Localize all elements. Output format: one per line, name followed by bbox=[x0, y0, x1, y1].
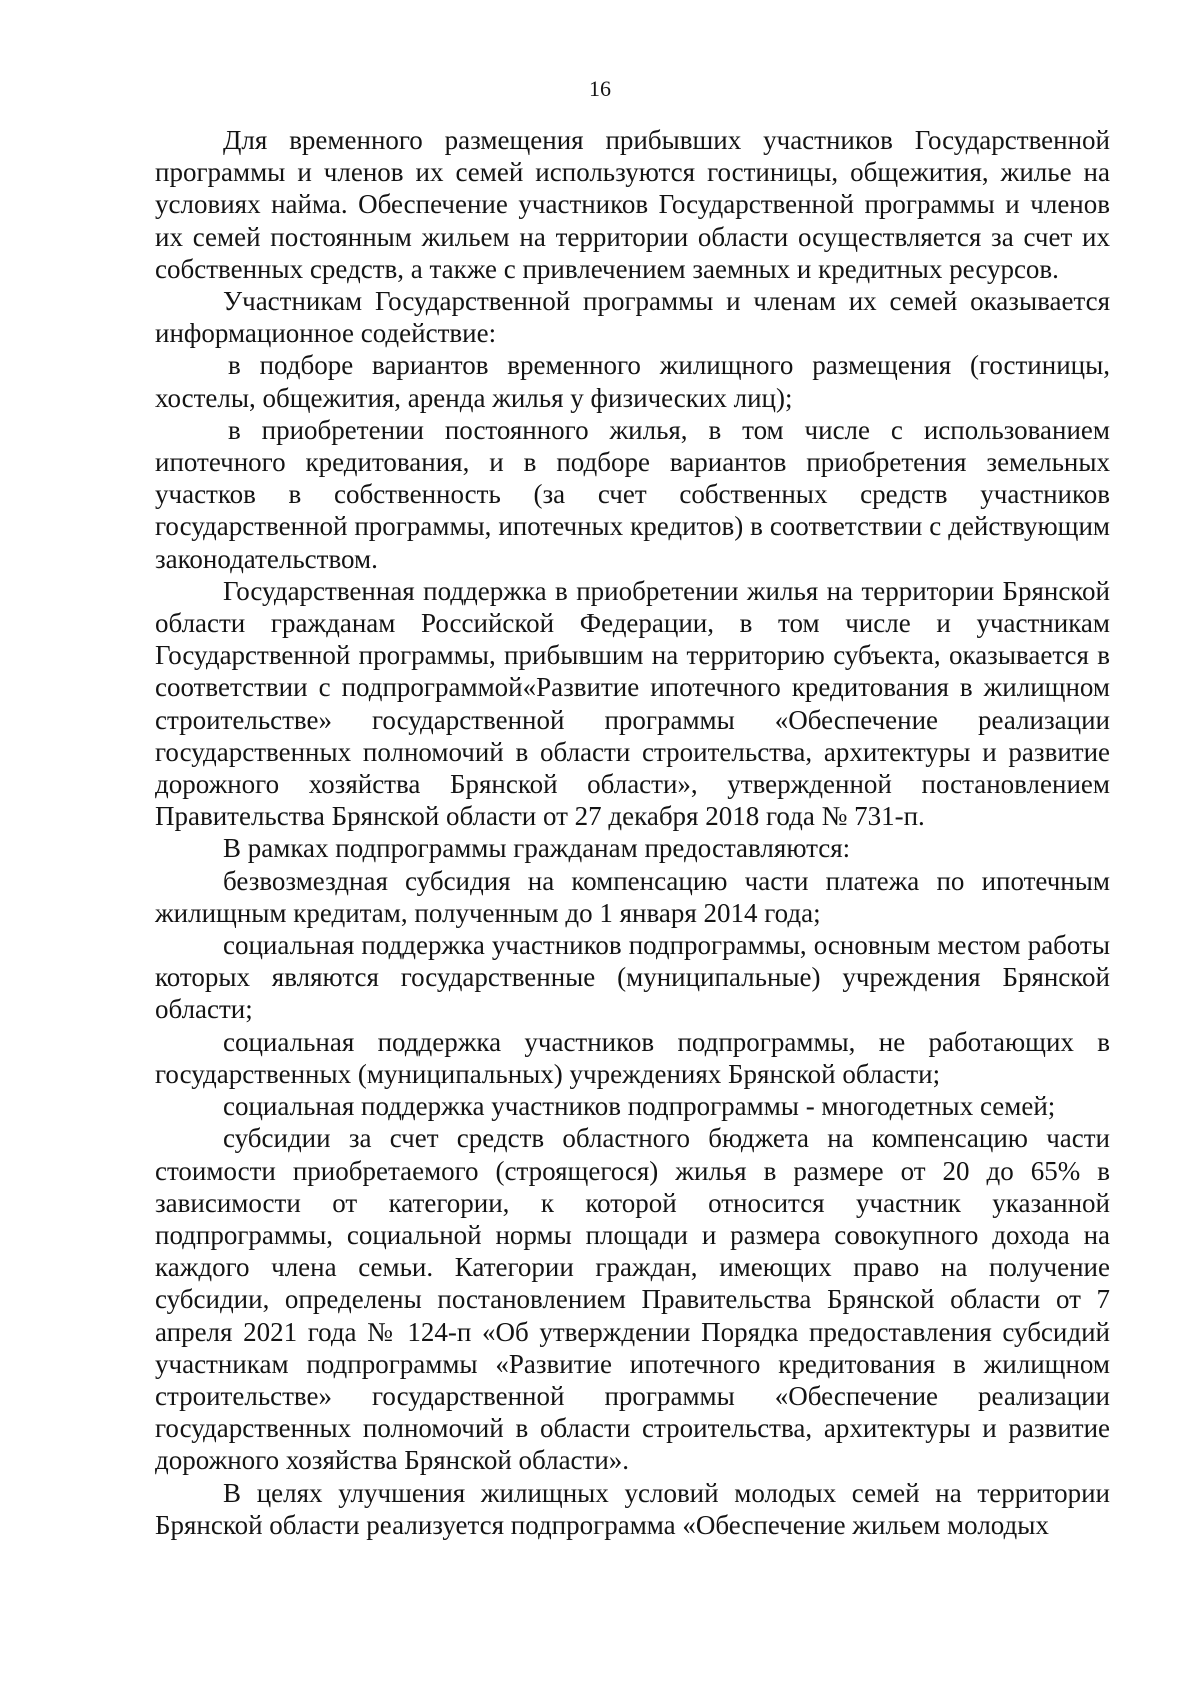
page-number: 16 bbox=[589, 76, 611, 101]
paragraph-subprogram-intro: В рамках подпрограммы гражданам предоставляются: bbox=[223, 833, 851, 864]
paragraph-regional-subsidies: субсидии за счет средств областного бюджета на компенсацию части стоимости приобретаемого (строящегося) жилья в размере от 20 до 65% в зависимости от категории, к которой относится участник указанной подпрограммы, социальной нормы площади и размера совокупного дохода на каждого члена семьи. Категории граждан, имеющих право на получение субсидии, определены постановлением Правительства Брянской области от 7 апреля 2021 года № 124-п «Об утверждении Порядка предоставления субсидий участникам подпрограммы «Развитие ипотечного кредитования в жилищном строительстве» государственной программы «Обеспечение реализации государственных полномочий в области строительства, архитектуры и развитие дорожного хозяйства Брянской области». bbox=[155, 1123, 1110, 1476]
paragraph-support-state-employees: социальная поддержка участников подпрограммы, основным местом работы которых являются государственные (муниципальные) учреждения Брянской области; bbox=[155, 930, 1110, 1025]
paragraph-state-support: Государственная поддержка в приобретении жилья на территории Брянской области гражданам Российской Федерации, в том числе и участникам Государственной программы, прибывшим на территорию субъекта, оказывается в соответствии с подпрограммой«Развитие ипотечного кредитования в жилищном строительстве» государственной программы «Обеспечение реализации государственных полномочий в области строительства, архитектуры и развитие дорожного хозяйства Брянской области», утвержденной постановлением Правительства Брянской области от 27 декабря 2018 года № 731-п. bbox=[155, 575, 1110, 832]
paragraph-temporary-housing: Для временного размещения прибывших участников Государственной программы и членов их семей используются гостиницы, общежития, жилье на условиях найма. Обеспечение участников Государственной программы и членов их семей постоянным жильем на территории области осуществляется за счет их собственных средств, а также с привлечением заемных и кредитных ресурсов. bbox=[155, 125, 1110, 284]
paragraph-mortgage-subsidy: безвозмездная субсидия на компенсацию части платежа по ипотечным жилищным кредитам, полученным до 1 января 2014 года; bbox=[155, 865, 1110, 928]
paragraph-support-large-families: социальная поддержка участников подпрограммы - многодетных семей; bbox=[223, 1091, 1056, 1122]
paragraph-young-families: В целях улучшения жилищных условий молодых семей на территории Брянской области реализуется подпрограмма «Обеспечение жильем молодых bbox=[155, 1477, 1110, 1540]
paragraph-permanent-housing: в приобретении постоянного жилья, в том числе с использованием ипотечного кредитования, и в подборе вариантов приобретения земельных участков в собственность (за счет собственных средств участников государственной программы, ипотечных кредитов) в соответствии с действующим законодательством. bbox=[155, 414, 1110, 574]
paragraph-temporary-options: в подборе вариантов временного жилищного размещения (гостиницы, хостелы, общежития, аренда жилья у физических лиц); bbox=[155, 350, 1110, 413]
document-body bbox=[155, 124, 1110, 1541]
paragraph-information-assistance: Участникам Государственной программы и членам их семей оказывается информационное содействие: bbox=[155, 286, 1110, 349]
paragraph-support-non-state-employees: социальная поддержка участников подпрограммы, не работающих в государственных (муниципальных) учреждениях Брянской области; bbox=[155, 1026, 1110, 1089]
